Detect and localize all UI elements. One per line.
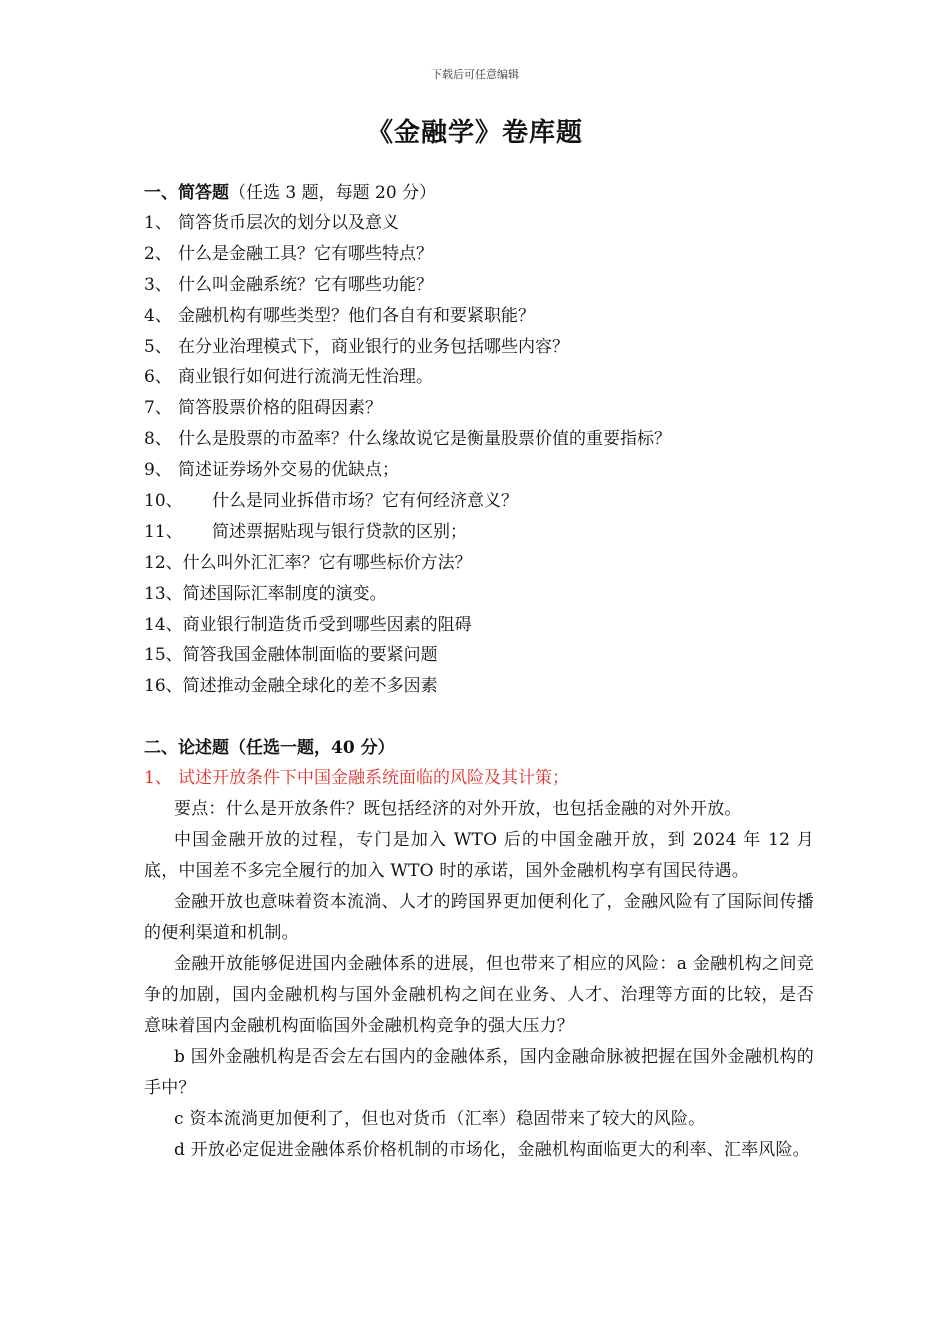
question-item [144, 270, 814, 301]
question-text: 什么叫外汇汇率？它有哪些标价方法？ [182, 552, 472, 573]
question-number: 10、 [144, 491, 183, 512]
question-text: 什么是股票的市盈率？什么缘故说它是衡量股票价值的重要指标？ [178, 429, 671, 450]
question-item [144, 301, 814, 332]
question-item [144, 548, 814, 579]
question-number: 15、 [144, 645, 183, 666]
question-text: 什么是同业拆借市场？它有何经济意义？ [212, 491, 518, 512]
question-item [144, 610, 814, 641]
question-number: 7、 [144, 398, 172, 419]
document-title: 《金融学》卷库题 [366, 118, 583, 148]
question-text: 在分业治理模式下，商业银行的业务包括哪些内容？ [178, 336, 569, 357]
question-text: 简答股票价格的阻碍因素？ [178, 398, 382, 419]
question-item [144, 455, 814, 486]
question-number: 1、 [144, 213, 172, 233]
section-heading-essay: 二、论述题（任选一题，40 分） [144, 738, 395, 758]
essay-question [144, 763, 814, 794]
section-heading-label: 一、简答题 [144, 183, 229, 203]
section-heading-short-answer [144, 178, 814, 208]
question-text: 简答货币层次的划分以及意义 [178, 213, 399, 233]
question-text: 什么叫金融系统？它有哪些功能？ [178, 274, 433, 295]
question-list [144, 208, 814, 702]
question-item [144, 332, 814, 363]
question-item [144, 393, 814, 424]
question-number: 13、 [144, 583, 183, 604]
section-heading-instructions: （任选 3 题，每题 20 分） [229, 183, 437, 203]
answer-paragraph: 金融开放也意味着资本流淌、人才的跨国界更加便利化了，金融风险有了国际间传播的便利渠道和机制。 [144, 892, 814, 943]
answer-paragraph: 中国金融开放的过程，专门是加入 WTO 后的中国金融开放，到 2024 年 12 月底，中国差不多完全履行的加入 WTO 时的承诺，国外金融机构享有国民待遇。 [144, 830, 814, 881]
answer-paragraph: d 开放必定促进金融体系价格机制的市场化，金融机构面临更大的利率、汇率风险。 [174, 1140, 810, 1160]
question-item [144, 424, 814, 455]
question-item [144, 640, 814, 671]
answer-paragraph: b 国外金融机构是否会左右国内的金融体系，国内金融命脉被把握在国外金融机构的手中？ [144, 1047, 814, 1098]
answer-paragraph: 要点：什么是开放条件？既包括经济的对外开放，也包括金融的对外开放。 [174, 799, 742, 819]
question-number: 2、 [144, 243, 172, 264]
question-number: 4、 [144, 305, 172, 326]
question-number: 11、 [144, 521, 183, 542]
question-number: 14、 [144, 614, 183, 635]
question-text: 简述国际汇率制度的演变。 [182, 583, 387, 604]
header-note: 下载后可任意编辑 [431, 68, 519, 81]
question-number: 5、 [144, 336, 172, 357]
answer-paragraph: c 资本流淌更加便利了，但也对货币（汇率）稳固带来了较大的风险。 [174, 1109, 706, 1129]
essay-question-number: 1、 [144, 768, 172, 788]
question-text: 商业银行制造货币受到哪些因素的阻碍 [182, 614, 472, 635]
question-text: 金融机构有哪些类型？他们各自有和要紧职能？ [178, 305, 535, 326]
question-item [144, 208, 814, 239]
question-text: 什么是金融工具？它有哪些特点？ [178, 243, 433, 264]
question-number: 9、 [144, 460, 172, 481]
question-text: 简述推动金融全球化的差不多因素 [182, 676, 438, 697]
question-text: 简述证券场外交易的优缺点； [178, 460, 399, 481]
question-number: 6、 [144, 367, 172, 388]
question-text: 商业银行如何进行流淌无性治理。 [178, 367, 433, 388]
question-number: 12、 [144, 552, 183, 573]
question-item [144, 517, 814, 548]
essay-section [144, 733, 814, 1166]
essay-question-text: 试述开放条件下中国金融系统面临的风险及其计策； [178, 768, 569, 788]
answer-paragraph: 金融开放能够促进国内金融体系的进展，但也带来了相应的风险：a 金融机构之间竞争的加剧，国内金融机构与国外金融机构之间在业务、人才、治理等方面的比较，是否意味着国内金融机构面临国外金融机构竞争的强大压力？ [144, 954, 814, 1036]
question-number: 8、 [144, 429, 172, 450]
question-item [144, 239, 814, 270]
question-text: 简述票据贴现与银行贷款的区别； [212, 521, 467, 542]
question-text: 简答我国金融体制面临的要紧问题 [182, 645, 438, 666]
question-number: 3、 [144, 274, 172, 295]
question-item [144, 671, 814, 702]
question-item [144, 362, 814, 393]
short-answer-section [144, 178, 814, 702]
question-item [144, 486, 814, 517]
question-item [144, 579, 814, 610]
question-number: 16、 [144, 676, 183, 697]
